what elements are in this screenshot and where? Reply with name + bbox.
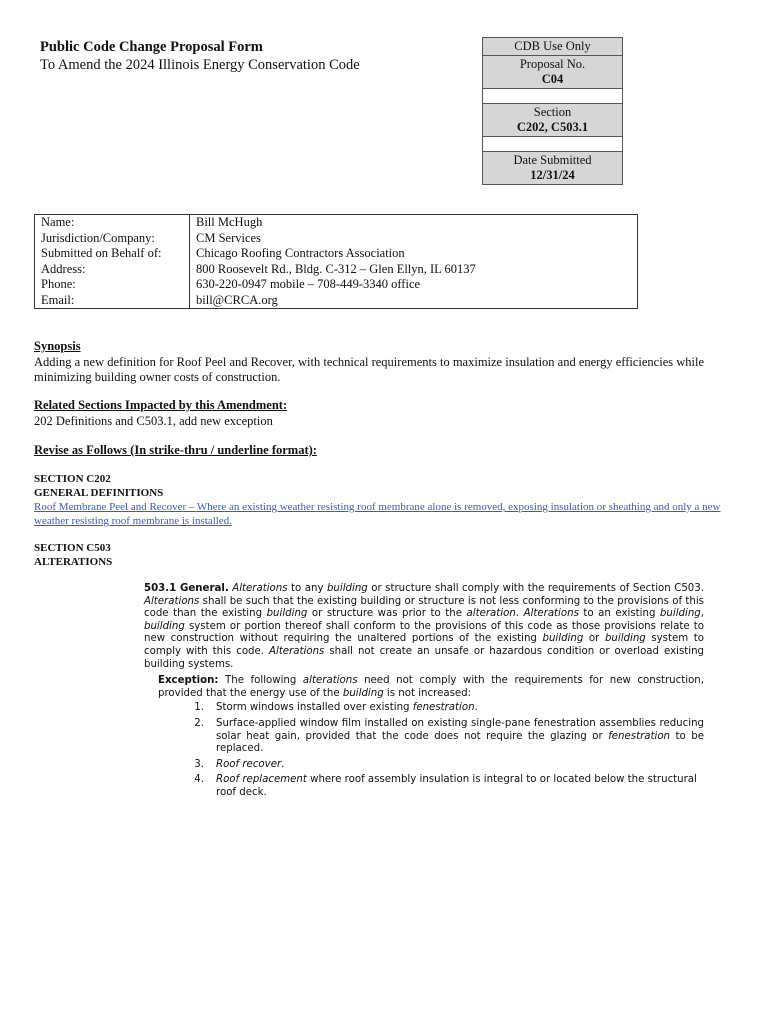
exception-paragraph: Exception: The following alterations need not comply with the requirements for new construction, provided that the energy use of the building is not increased: [158, 675, 704, 699]
c503-section-label: SECTION C503 [34, 542, 111, 554]
section-c202 [34, 472, 734, 528]
info-row [35, 293, 637, 309]
list-item: 3. Roof recover. [194, 758, 285, 770]
date-value: 12/31/24 [530, 168, 575, 182]
info-label: Submitted on Behalf of: [35, 246, 190, 262]
info-value: CM Services [196, 230, 261, 245]
synopsis-text: Adding a new definition for Roof Peel and Recover, with technical requirements to maximize insulation and energy efficiencies while minimizing building owner costs of construction. [34, 354, 705, 384]
c503-title: ALTERATIONS [34, 556, 113, 568]
form-subtitle: To Amend the 2024 Illinois Energy Conservation Code [40, 57, 360, 73]
form-header [40, 38, 420, 74]
code-excerpt-503-1 [144, 583, 704, 803]
exception-list [144, 702, 704, 799]
cdb-spacer [483, 89, 622, 104]
info-label: Jurisdiction/Company: [35, 231, 190, 247]
section-label: Section [533, 105, 572, 119]
info-row [35, 246, 637, 262]
exception-label: Exception: [158, 675, 219, 687]
info-label: Phone: [35, 277, 190, 293]
info-value: Chicago Roofing Contractors Association [196, 246, 405, 260]
cdb-heading: CDB Use Only [483, 38, 622, 56]
info-label: Name: [35, 215, 190, 231]
synopsis-section [34, 339, 734, 386]
info-value: 800 Roosevelt Rd., Bldg. C-312 – Glen Ellyn, IL 60137 [196, 261, 476, 276]
c202-title: GENERAL DEFINITIONS [34, 487, 164, 499]
info-value: 630-220-0947 mobile – 708-449-3340 office [196, 277, 421, 291]
info-label: Email: [35, 293, 190, 309]
related-sections [34, 398, 734, 429]
c202-section-label: SECTION C202 [34, 473, 111, 485]
section-value: C202, C503.1 [516, 120, 589, 134]
info-row [35, 215, 637, 231]
section-c503 [34, 541, 734, 569]
revise-heading: Revise as Follows (In strike-thru / underline format): [34, 443, 317, 457]
revise-section [34, 443, 734, 459]
cdb-spacer [483, 137, 622, 152]
proposal-label: Proposal No. [519, 57, 586, 71]
code-paragraph: 503.1 General. Alterations to any building or structure shall comply with the requirements of Section C503. Alterations shall be such that the existing building or structure is not less conforming to the provisions of this code than the existing building or structure was prior to the alteration. Alterations to an existing building, building system or portion thereof shall conform to the provisions of this code as those provisions relate to new construction without requiring the unaltered portions of the existing building or building system to comply with this code. Alterations shall not create an unsafe or hazardous condition or overload existing building systems. [144, 583, 705, 670]
proposal-number-cell [483, 56, 622, 89]
form-title: Public Code Change Proposal Form [40, 39, 263, 55]
code-heading: 503.1 General. [144, 583, 229, 594]
info-value: Bill McHugh [196, 215, 263, 229]
date-label: Date Submitted [513, 153, 592, 167]
info-label: Address: [35, 262, 190, 278]
proposal-value: C04 [541, 72, 564, 86]
submitter-info-table [34, 214, 638, 309]
related-text: 202 Definitions and C503.1, add new exception [34, 413, 273, 428]
list-item: 2. Surface-applied window film installed on existing single-pane fenestration assemblies reducing solar heat gain, provided that the code does not require the glazing or fenestration to be replaced. [194, 717, 704, 755]
roof-membrane-definition: Roof Membrane Peel and Recover – Where an existing weather resisting roof membrane alone is removed, exposing insulation or sheathing and only a new weather resisting roof membrane is installed. [34, 501, 721, 527]
info-row [35, 231, 637, 247]
section-cell [483, 104, 622, 137]
cdb-use-only-box [482, 37, 623, 185]
related-heading: Related Sections Impacted by this Amendment: [34, 398, 288, 412]
info-row [35, 277, 637, 293]
list-item: 4. Roof replacement where roof assembly insulation is integral to or located below the structural roof deck. [194, 774, 697, 798]
info-row [35, 262, 637, 278]
list-item: 1. Storm windows installed over existing fenestration. [194, 702, 478, 714]
date-submitted-cell [483, 152, 622, 184]
synopsis-heading: Synopsis [34, 339, 81, 353]
info-value: bill@CRCA.org [196, 292, 278, 307]
